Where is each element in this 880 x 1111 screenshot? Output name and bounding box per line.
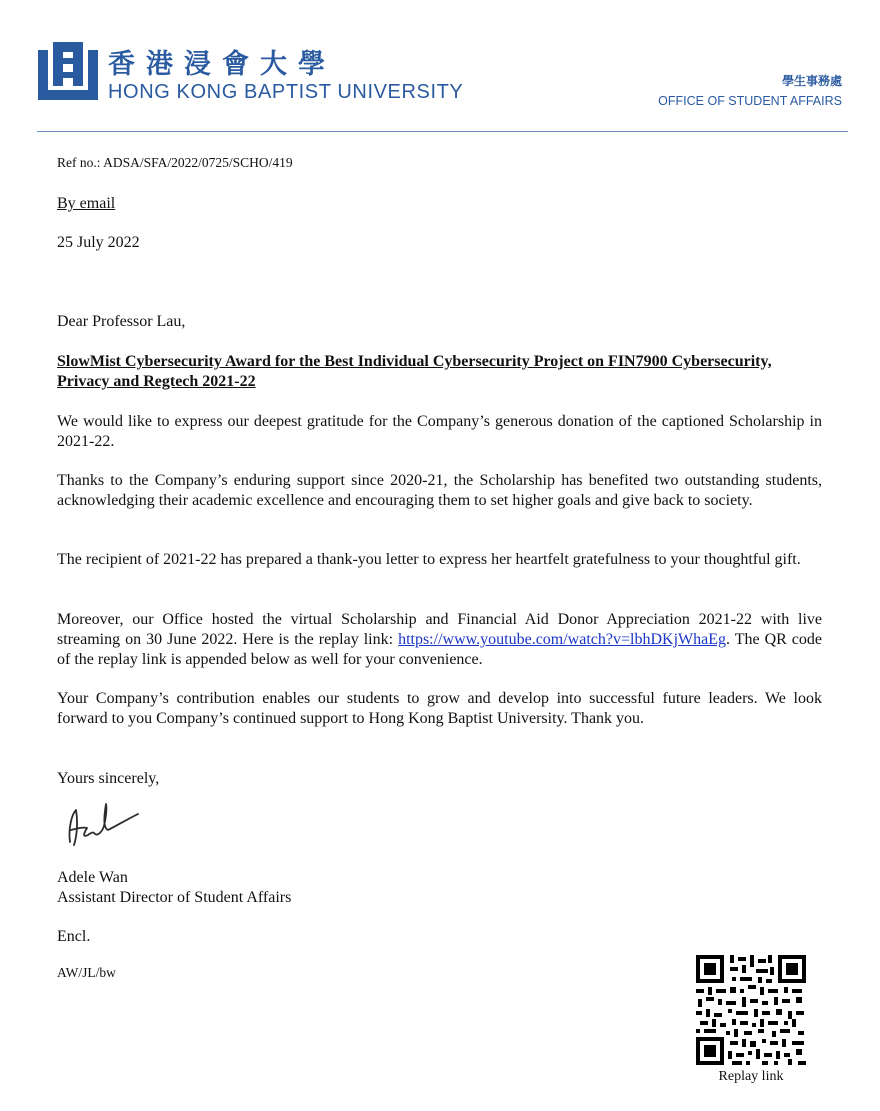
enclosure: Encl. bbox=[57, 928, 91, 945]
delivery-method: By email bbox=[57, 195, 116, 212]
qr-code-label: Replay link bbox=[718, 1069, 784, 1084]
header-divider bbox=[37, 131, 848, 132]
university-name-en: HONG KONG BAPTIST UNIVERSITY bbox=[108, 81, 464, 103]
reference-number: Ref no.: ADSA/SFA/2022/0725/SCHO/419 bbox=[57, 155, 293, 170]
university-logo-icon bbox=[36, 40, 100, 106]
letter-subject: SlowMist Cybersecurity Award for the Best Individual Cybersecurity Project on FIN7900 Cybersecurity, Privacy and Regtech 2021-22 bbox=[57, 353, 772, 390]
paragraph-replay bbox=[57, 610, 822, 670]
replay-link[interactable]: https://www.youtube.com/watch?v=lbhDKjWhaEg bbox=[398, 631, 726, 648]
paragraph-recipient: The recipient of 2021-22 has prepared a thank-you letter to express her heartfelt gratefulness to your thoughtful gift. bbox=[57, 551, 801, 568]
office-name-zh: 學生事務處 bbox=[781, 74, 842, 88]
paragraph-contribution: Your Company’s contribution enables our students to grow and develop into successful future leaders. We look forward to you Company’s continued support to Hong Kong Baptist University. Thank you. bbox=[57, 690, 822, 727]
office-name-en: OFFICE OF STUDENT AFFAIRS bbox=[658, 94, 842, 108]
qr-code-icon[interactable] bbox=[696, 955, 806, 1065]
signer-title: Assistant Director of Student Affairs bbox=[57, 889, 292, 906]
paragraph-replay-text: Moreover, our Office hosted the virtual Scholarship and Financial Aid Donor Appreciation 2021-22 with live streaming on 30 June 2022. Here is the replay link: bbox=[57, 611, 822, 648]
letter-date: 25 July 2022 bbox=[57, 234, 140, 251]
paragraph-replay-text-end: . The QR code of the replay link is appended below as well for your convenience. bbox=[57, 631, 823, 668]
salutation: Dear Professor Lau, bbox=[57, 313, 186, 330]
signature-icon bbox=[60, 798, 144, 850]
reference-initials: AW/JL/bw bbox=[57, 965, 116, 980]
paragraph-gratitude: We would like to express our deepest gratitude for the Company’s generous donation of the captioned Scholarship in 2021-22. bbox=[57, 413, 822, 450]
paragraph-support: Thanks to the Company’s enduring support since 2020-21, the Scholarship has benefited two outstanding students, acknowledging their academic excellence and encouraging them to set higher goals and give back to society. bbox=[57, 472, 822, 509]
signer-name: Adele Wan bbox=[57, 869, 128, 886]
closing: Yours sincerely, bbox=[57, 770, 160, 787]
university-name-zh: 香港浸會大學 bbox=[108, 49, 336, 80]
